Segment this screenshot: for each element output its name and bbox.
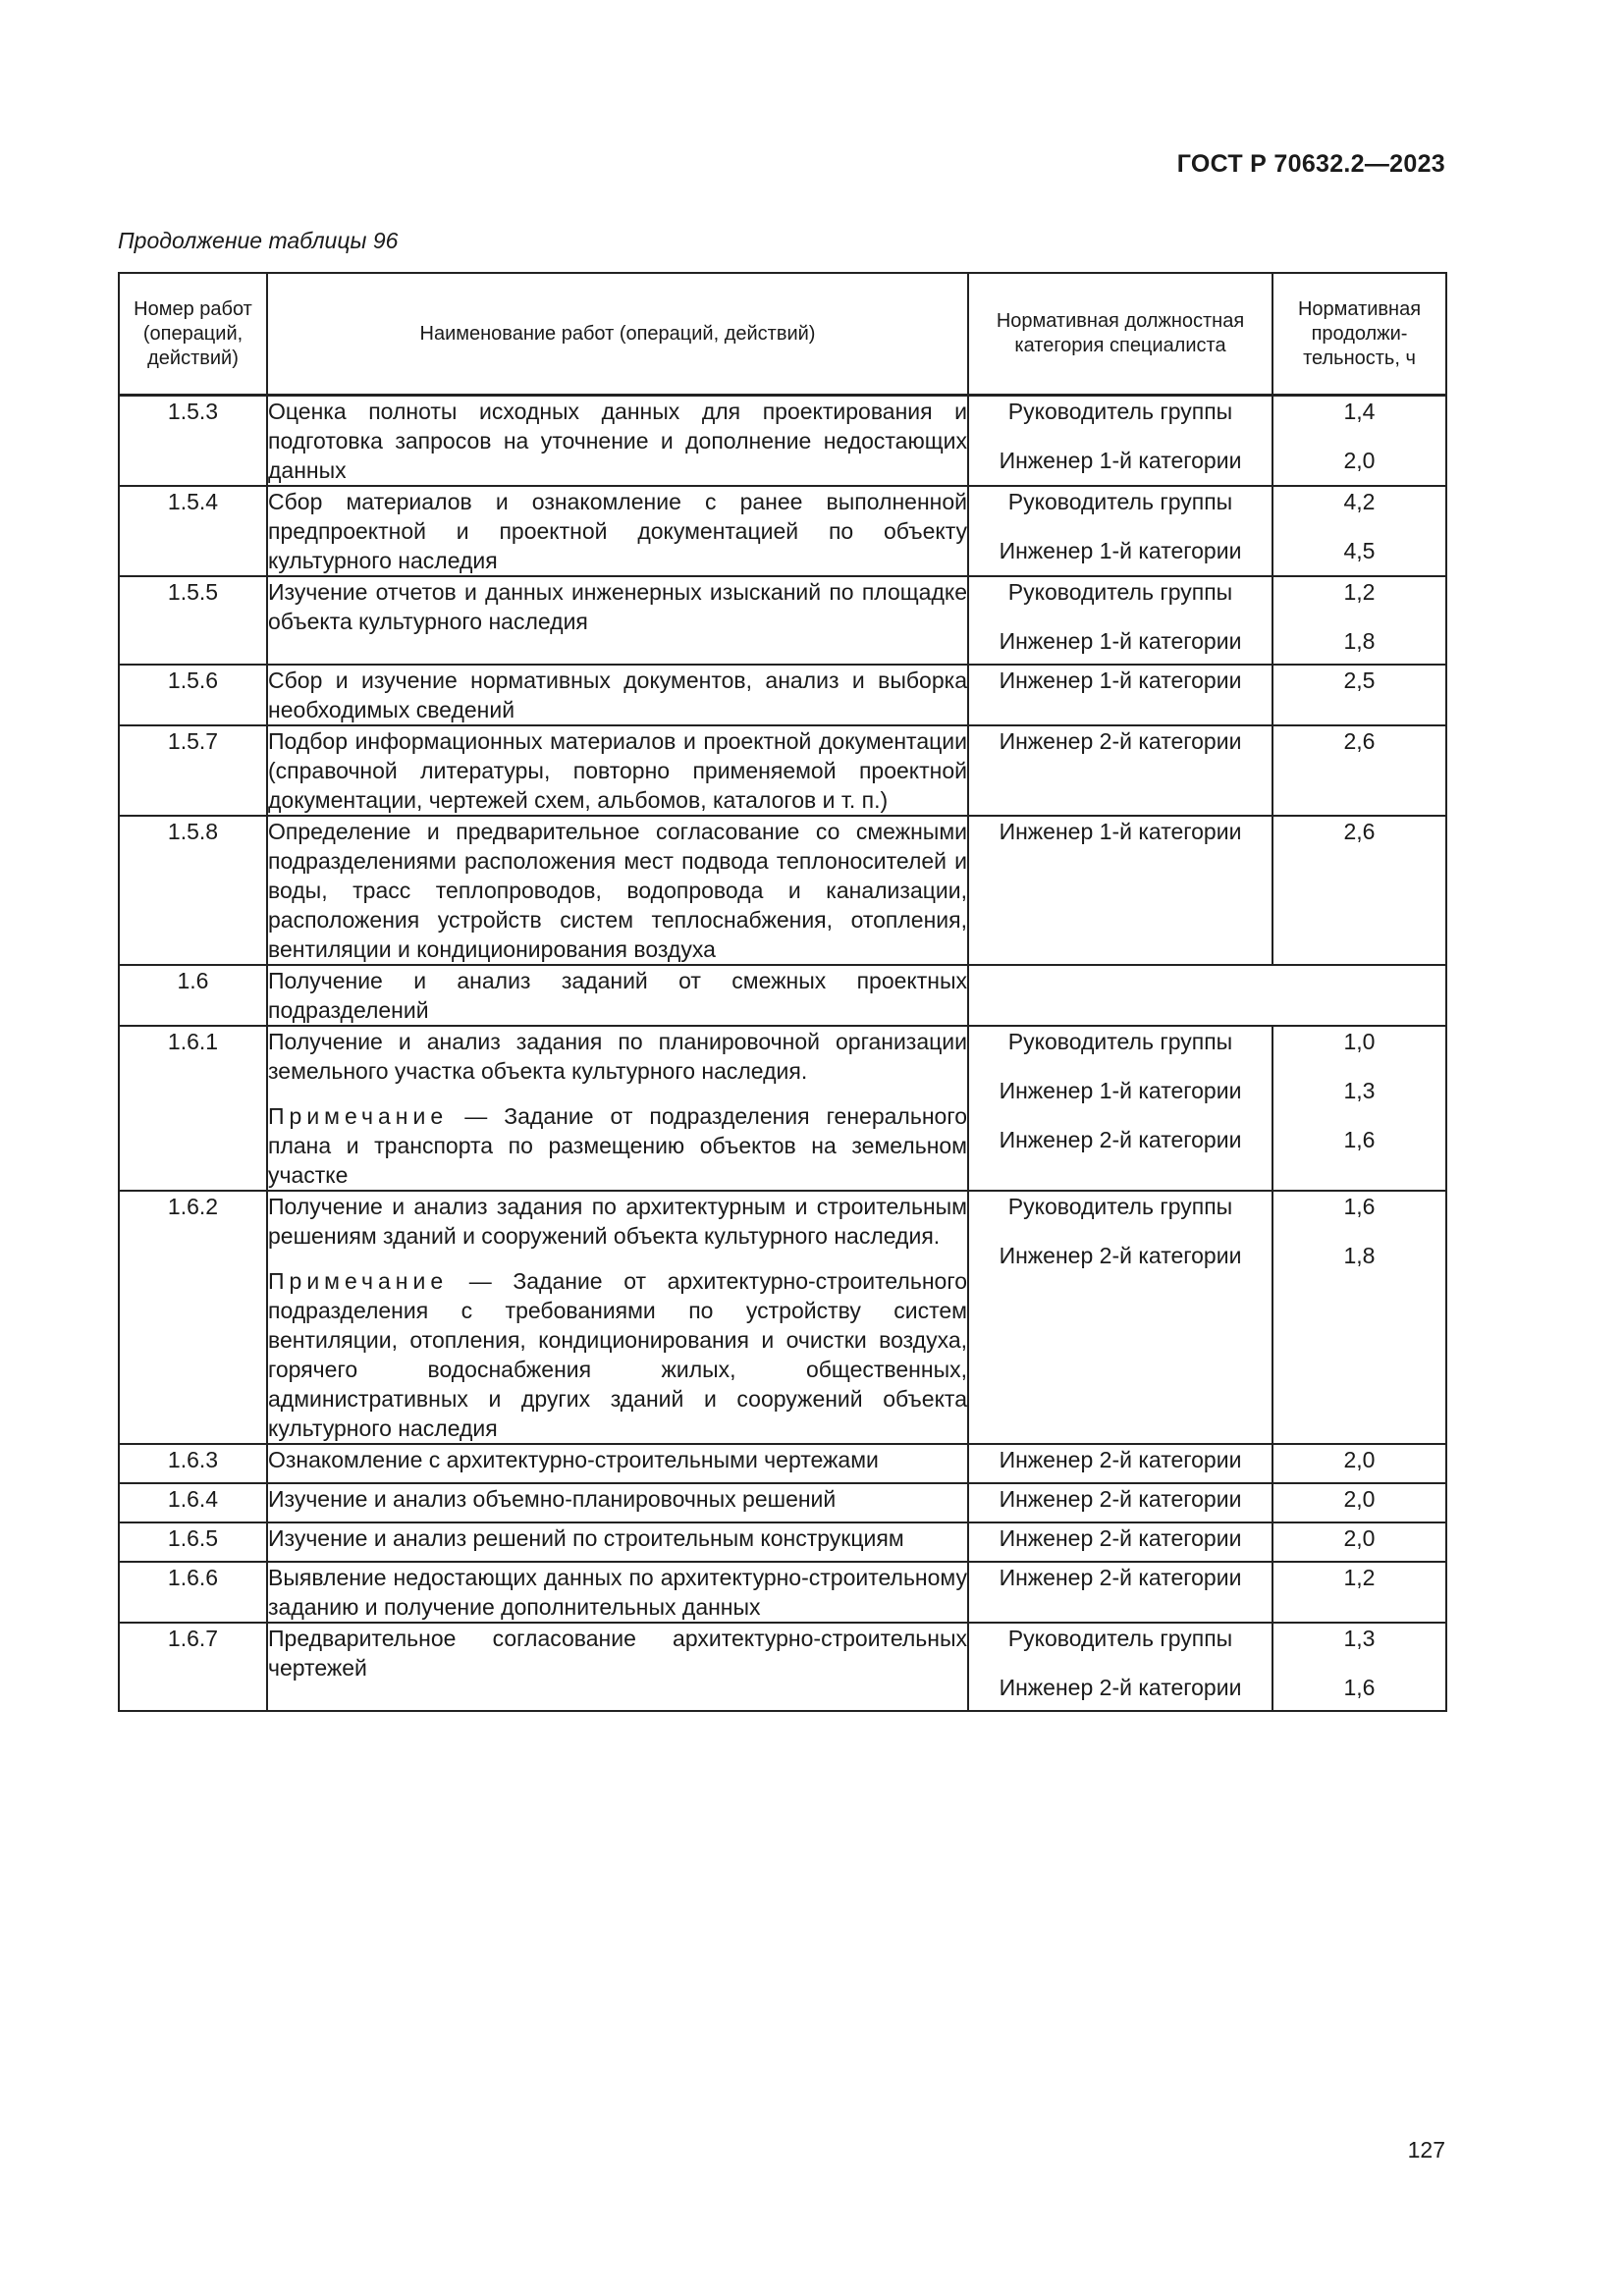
work-description-text: Получение и анализ заданий от смежных проектных подразделений bbox=[268, 968, 967, 1023]
specialist-category: Руководитель группы bbox=[1007, 399, 1233, 424]
column-header-duration: Нормативная продолжи-тельность, ч bbox=[1272, 273, 1446, 396]
column-header-name: Наименование работ (операций, действий) bbox=[267, 273, 968, 396]
duration-value: 1,3 bbox=[1343, 1626, 1376, 1651]
work-number-cell: 1.5.7 bbox=[119, 725, 267, 816]
table-row bbox=[119, 1444, 1446, 1483]
work-norms-table bbox=[118, 272, 1447, 1712]
specialist-category: Руководитель группы bbox=[1007, 1029, 1233, 1054]
specialist-category-cell bbox=[968, 576, 1272, 665]
specialist-category: Инженер 1-й категории bbox=[999, 628, 1242, 654]
table-row bbox=[119, 576, 1446, 665]
specialist-category: Инженер 2-й категории bbox=[999, 1525, 1242, 1551]
duration-value: 1,6 bbox=[1343, 1194, 1376, 1219]
duration-value: 4,5 bbox=[1343, 538, 1376, 563]
specialist-category-cell bbox=[968, 725, 1272, 816]
duration-value: 1,8 bbox=[1343, 628, 1376, 654]
table-row bbox=[119, 665, 1446, 725]
table-body bbox=[119, 396, 1446, 1712]
table-row bbox=[119, 1191, 1446, 1444]
duration-cell bbox=[1272, 486, 1446, 576]
duration-value: 2,6 bbox=[1343, 819, 1376, 844]
work-description-cell bbox=[267, 1562, 968, 1623]
work-description-cell bbox=[267, 1522, 968, 1562]
note-label: Примечание bbox=[268, 1103, 449, 1129]
work-description-cell bbox=[267, 816, 968, 965]
work-number-cell: 1.5.8 bbox=[119, 816, 267, 965]
duration-cell bbox=[1272, 576, 1446, 665]
specialist-category: Инженер 1-й категории bbox=[999, 538, 1242, 563]
specialist-category: Руководитель группы bbox=[1007, 489, 1233, 514]
work-number-cell: 1.6.1 bbox=[119, 1026, 267, 1191]
work-description-cell bbox=[267, 1483, 968, 1522]
work-description-text: Изучение отчетов и данных инженерных изысканий по площадке объекта культурного наследия bbox=[268, 579, 967, 634]
specialist-category: Инженер 2-й категории bbox=[999, 728, 1242, 754]
column-header-number: Номер работ (операций, действий) bbox=[119, 273, 267, 396]
table-header-row bbox=[119, 273, 1446, 396]
specialist-category: Инженер 1-й категории bbox=[999, 819, 1242, 844]
duration-cell bbox=[1272, 816, 1446, 965]
duration-value: 2,0 bbox=[1343, 1486, 1376, 1512]
work-description-cell bbox=[267, 576, 968, 665]
work-description-cell bbox=[267, 1444, 968, 1483]
specialist-category-cell bbox=[968, 1026, 1272, 1191]
work-number-cell: 1.6.5 bbox=[119, 1522, 267, 1562]
specialist-category: Инженер 2-й категории bbox=[999, 1447, 1242, 1472]
work-description-cell bbox=[267, 396, 968, 487]
specialist-category-cell bbox=[968, 665, 1272, 725]
specialist-category-cell bbox=[968, 1444, 1272, 1483]
table-row bbox=[119, 486, 1446, 576]
work-number-cell: 1.6.3 bbox=[119, 1444, 267, 1483]
work-description-text: Предварительное согласование архитектурно-строительных чертежей bbox=[268, 1626, 967, 1681]
work-description-text: Ознакомление с архитектурно-строительными чертежами bbox=[268, 1447, 879, 1472]
work-description-text: Сбор и изучение нормативных документов, анализ и выборка необходимых сведений bbox=[268, 667, 967, 722]
work-description-text: Оценка полноты исходных данных для проектирования и подготовка запросов на уточнение и дополнение недостающих данных bbox=[268, 399, 967, 483]
table-row bbox=[119, 396, 1446, 487]
work-description-text: Изучение и анализ решений по строительным конструкциям bbox=[268, 1525, 904, 1551]
work-number-cell: 1.5.5 bbox=[119, 576, 267, 665]
duration-cell bbox=[1272, 1562, 1446, 1623]
specialist-category-cell bbox=[968, 396, 1272, 487]
specialist-category-cell bbox=[968, 1483, 1272, 1522]
specialist-category: Инженер 1-й категории bbox=[999, 667, 1242, 693]
specialist-category-cell bbox=[968, 816, 1272, 965]
work-description-text: Изучение и анализ объемно-планировочных решений bbox=[268, 1486, 837, 1512]
duration-value: 1,8 bbox=[1343, 1243, 1376, 1268]
specialist-category: Инженер 2-й категории bbox=[999, 1127, 1242, 1152]
document-code: ГОСТ Р 70632.2—2023 bbox=[1176, 150, 1445, 178]
work-description-cell bbox=[267, 1026, 968, 1191]
duration-value: 2,0 bbox=[1343, 1525, 1376, 1551]
specialist-category: Инженер 1-й категории bbox=[999, 1078, 1242, 1103]
work-description-text: Получение и анализ задания по планировочной организации земельного участка объекта культурного наследия. bbox=[268, 1029, 967, 1084]
note-text: — Задание от архитектурно-строительного подразделения с требованиями по устройству систем вентиляции, отопления, кондиционирования и очистки воздуха, горячего водоснабжения жилых, общественных, административных и других зданий и сооружений объекта культурного наследия bbox=[268, 1268, 967, 1441]
note-text: — Задание от подразделения генерального плана и транспорта по размещению объектов на земельном участке bbox=[268, 1103, 967, 1188]
duration-value: 2,5 bbox=[1343, 667, 1376, 693]
table-row bbox=[119, 816, 1446, 965]
duration-value: 1,0 bbox=[1343, 1029, 1376, 1054]
work-number-cell: 1.5.4 bbox=[119, 486, 267, 576]
specialist-category-cell bbox=[968, 1522, 1272, 1562]
work-description-cell bbox=[267, 1623, 968, 1711]
specialist-category: Инженер 2-й категории bbox=[999, 1486, 1242, 1512]
table-row bbox=[119, 1026, 1446, 1191]
table-row bbox=[119, 1522, 1446, 1562]
duration-cell bbox=[1272, 396, 1446, 487]
column-header-category: Нормативная должностная категория специалиста bbox=[968, 273, 1272, 396]
specialist-category-cell bbox=[968, 486, 1272, 576]
table-row bbox=[119, 1562, 1446, 1623]
duration-value: 1,6 bbox=[1343, 1127, 1376, 1152]
work-description-text: Выявление недостающих данных по архитектурно-строительному заданию и получение дополнительных данных bbox=[268, 1565, 967, 1620]
specialist-category-cell bbox=[968, 1562, 1272, 1623]
table-row bbox=[119, 725, 1446, 816]
work-number-cell: 1.5.6 bbox=[119, 665, 267, 725]
duration-value: 2,0 bbox=[1343, 448, 1376, 473]
specialist-category: Инженер 2-й категории bbox=[999, 1565, 1242, 1590]
duration-cell bbox=[1272, 1026, 1446, 1191]
specialist-category: Руководитель группы bbox=[1007, 1194, 1233, 1219]
specialist-category: Руководитель группы bbox=[1007, 1626, 1233, 1651]
work-description-text: Сбор материалов и ознакомление с ранее выполненной предпроектной и проектной документацией по объекту культурного наследия bbox=[268, 489, 967, 573]
work-note bbox=[268, 1101, 967, 1190]
duration-cell bbox=[1272, 1522, 1446, 1562]
note-label: Примечание bbox=[268, 1268, 449, 1294]
work-description-text: Подбор информационных материалов и проектной документации (справочной литературы, повторно применяемой проектной документации, чертежей схем, альбомов, каталогов и т. п.) bbox=[268, 728, 967, 813]
page-number: 127 bbox=[1407, 2137, 1445, 2163]
specialist-category: Руководитель группы bbox=[1007, 579, 1233, 605]
work-number-cell: 1.6.4 bbox=[119, 1483, 267, 1522]
specialist-category: Инженер 1-й категории bbox=[999, 448, 1242, 473]
work-number-cell: 1.6.6 bbox=[119, 1562, 267, 1623]
specialist-category-cell bbox=[968, 1623, 1272, 1711]
duration-value: 4,2 bbox=[1343, 489, 1376, 514]
duration-value: 1,2 bbox=[1343, 579, 1376, 605]
table-row bbox=[119, 965, 1446, 1026]
work-number-cell: 1.6.2 bbox=[119, 1191, 267, 1444]
work-description-cell bbox=[267, 665, 968, 725]
duration-cell bbox=[1272, 1623, 1446, 1711]
duration-cell bbox=[1272, 665, 1446, 725]
table-row bbox=[119, 1623, 1446, 1711]
work-number-cell: 1.6 bbox=[119, 965, 267, 1026]
work-description-cell bbox=[267, 725, 968, 816]
work-number-cell: 1.6.7 bbox=[119, 1623, 267, 1711]
work-note bbox=[268, 1266, 967, 1443]
empty-merged-cell bbox=[968, 965, 1446, 1026]
work-number-cell: 1.5.3 bbox=[119, 396, 267, 487]
specialist-category-cell bbox=[968, 1191, 1272, 1444]
specialist-category: Инженер 2-й категории bbox=[999, 1243, 1242, 1268]
work-description-cell bbox=[267, 486, 968, 576]
duration-value: 2,0 bbox=[1343, 1447, 1376, 1472]
duration-value: 1,3 bbox=[1343, 1078, 1376, 1103]
duration-cell bbox=[1272, 1483, 1446, 1522]
duration-value: 1,6 bbox=[1343, 1675, 1376, 1700]
duration-value: 1,4 bbox=[1343, 399, 1376, 424]
work-description-cell bbox=[267, 1191, 968, 1444]
specialist-category: Инженер 2-й категории bbox=[999, 1675, 1242, 1700]
table-continuation-caption: Продолжение таблицы 96 bbox=[118, 228, 399, 253]
work-description-text: Определение и предварительное согласование со смежными подразделениями расположения мест подвода теплоносителей и воды, трасс теплопроводов, водопровода и канализации, расположения устройств систем теплоснабжения, отопления, вентиляции и кондиционирования воздуха bbox=[268, 819, 967, 962]
duration-cell bbox=[1272, 1191, 1446, 1444]
work-description-cell bbox=[267, 965, 968, 1026]
table-row bbox=[119, 1483, 1446, 1522]
duration-cell bbox=[1272, 725, 1446, 816]
duration-value: 2,6 bbox=[1343, 728, 1376, 754]
work-description-text: Получение и анализ задания по архитектурным и строительным решениям зданий и сооружений объекта культурного наследия. bbox=[268, 1194, 967, 1249]
duration-value: 1,2 bbox=[1343, 1565, 1376, 1590]
duration-cell bbox=[1272, 1444, 1446, 1483]
